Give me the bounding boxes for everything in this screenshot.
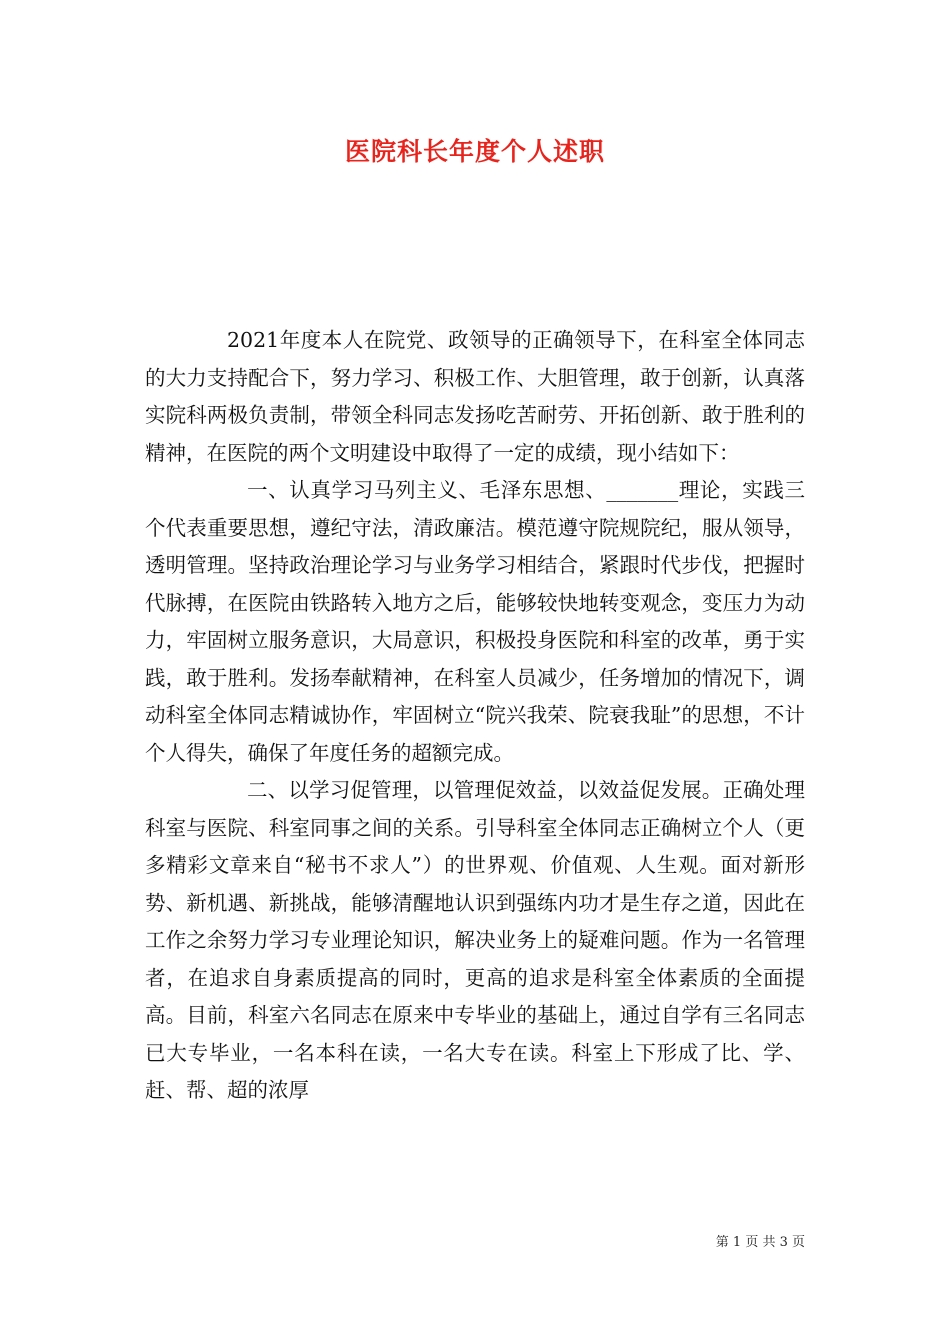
document-title: 医院科长年度个人述职 — [344, 137, 605, 166]
page-number: 第 1 页 共 3 页 — [715, 1235, 805, 1250]
paragraph-section-one: 一、认真学习马列主义、毛泽东思想、_______理论，实践三个代表重要思想，遵纪守法，清政廉洁。模范遵守院规院纪，服从领导，透明管理。坚持政治理论学习与业务学习相结合，紧跟时代步伐，把握时代脉搏，在医院由铁路转入地方之后，能够较快地转变观念，变压力为动力，牢固树立服务意识，大局意识，积极投身医院和科室的改革，勇于实践，敢于胜利。发扬奉献精神，在科室人员减少，任务增加的情况下，调动科室全体同志精诚协作，牢固树立“院兴我荣、院衰我耻”的思想，不计个人得失，确保了年度任务的超额完成。 — [145, 478, 805, 765]
paragraph-section-two: 二、以学习促管理，以管理促效益，以效益促发展。正确处理科室与医院、科室同事之间的关系。引导科室全体同志正确树立个人（更多精彩文章来自“秘书不求人”）的世界观、价值观、人生观。面对新形势、新机遇、新挑战，能够清醒地认识到强练内功才是生存之道，因此在工作之余努力学习专业理论知识，解决业务上的疑难问题。作为一名管理者，在追求自身素质提高的同时，更高的追求是科室全体素质的全面提高。目前，科室六名同志在原来中专毕业的基础上，通过自学有三名同志已大专毕业，一名本科在读，一名大专在读。科室上下形成了比、学、赶、帮、超的浓厚 — [145, 778, 805, 1102]
document-body — [145, 322, 805, 1110]
paragraph-intro: 2021年度本人在院党、政领导的正确领导下，在科室全体同志的大力支持配合下，努力学习、积极工作、大胆管理，敢于创新，认真落实院科两极负责制，带领全科同志发扬吃苦耐劳、开拓创新、敢于胜利的精神，在医院的两个文明建设中取得了一定的成绩，现小结如下： — [145, 328, 805, 465]
